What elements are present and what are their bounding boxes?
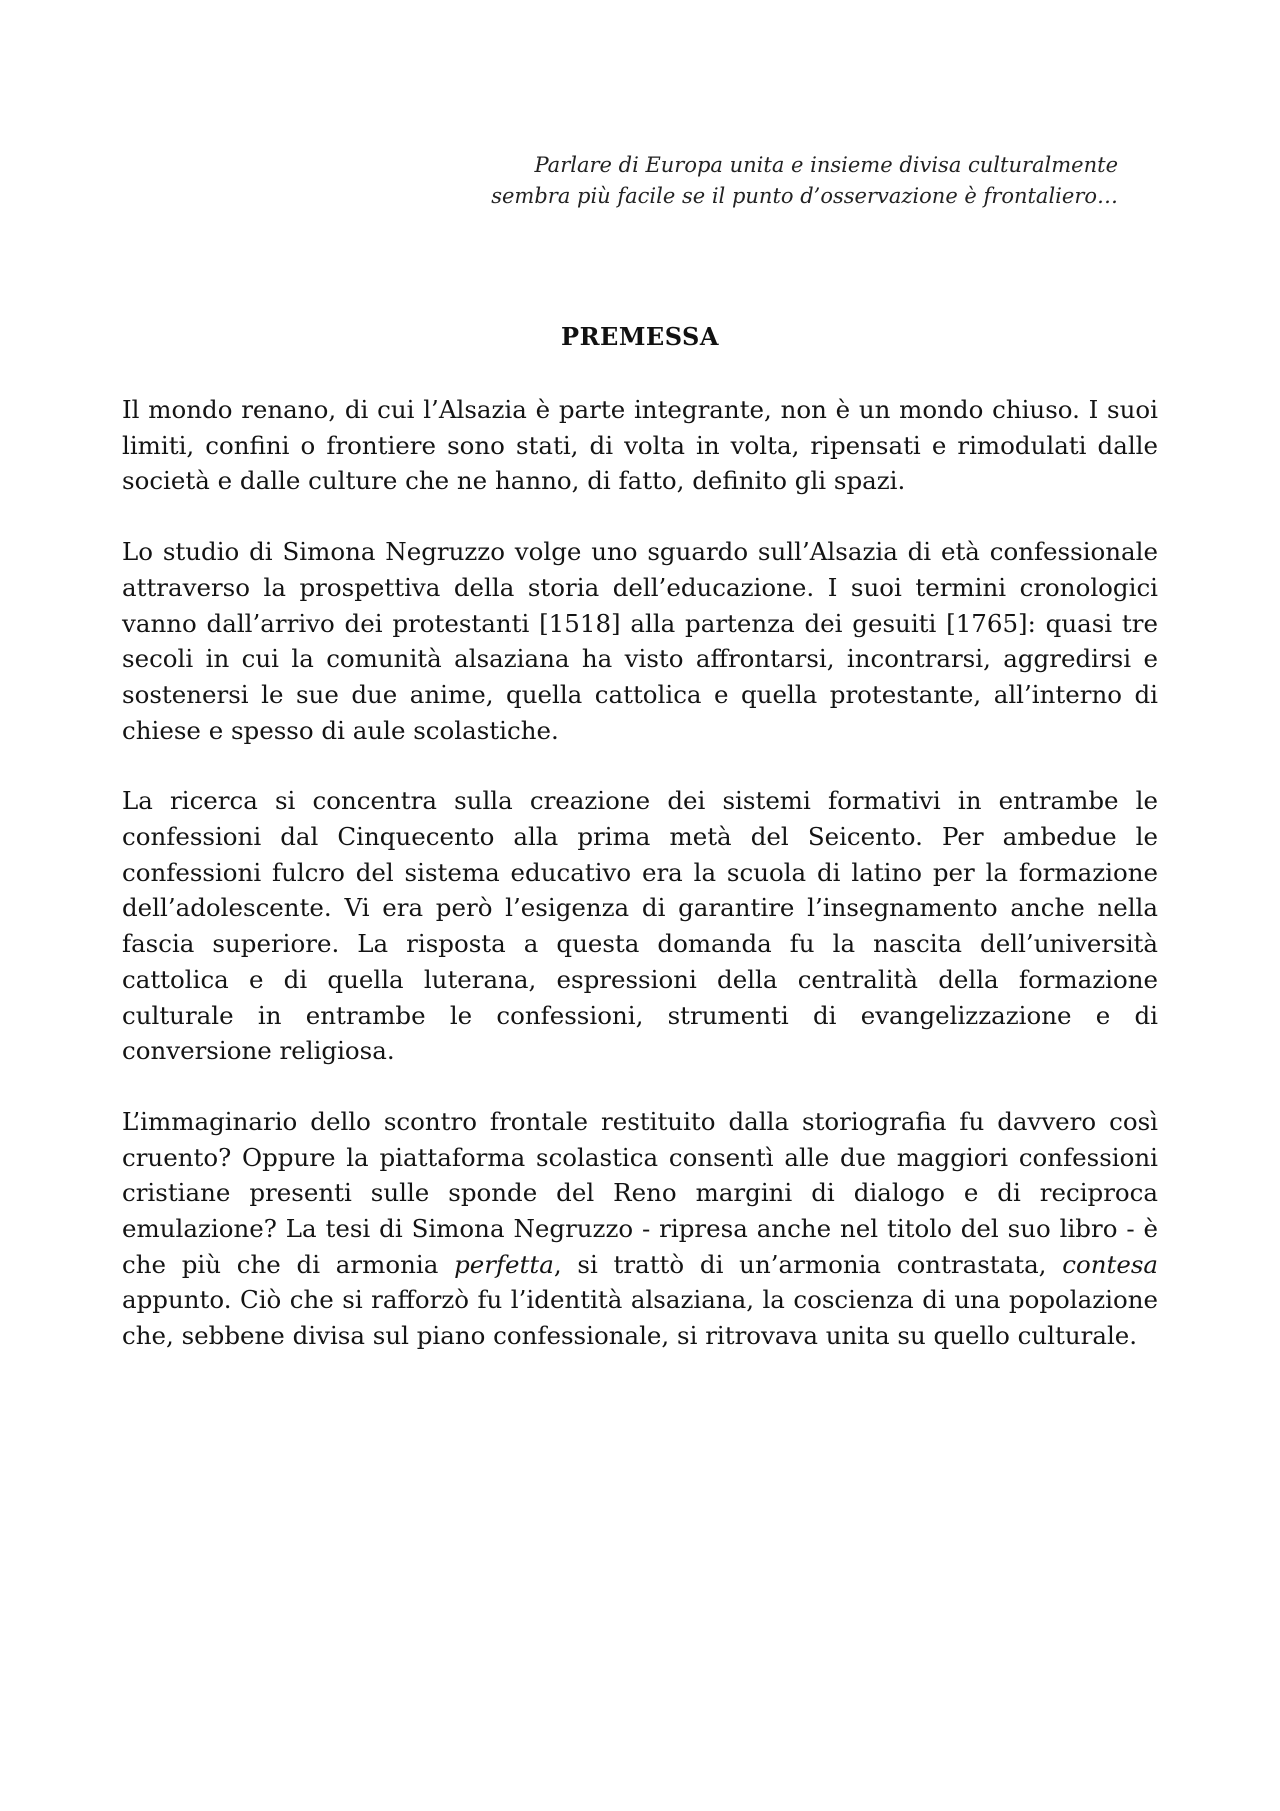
paragraph-4-part-3: appunto. Ciò che si rafforzò fu l’identità alsaziana, la coscienza di una popolazione che, sebbene divisa sul piano confessionale, si ritrovava unita su quello culturale. (122, 1285, 1158, 1351)
epigraph-line-2: sembra più facile se il punto d’osservazione è frontaliero… (491, 184, 1118, 208)
epigraph-line-1: Parlare di Europa unita e insieme divisa culturalmente (534, 153, 1118, 177)
paragraph-4 (122, 1104, 1158, 1354)
paragraph-4-part-2: , si trattò di un’armonia contrastata, (553, 1249, 1063, 1279)
body-text (122, 392, 1158, 1389)
epigraph (398, 150, 1118, 212)
section-heading: PREMESSA (561, 322, 719, 351)
paragraph-2: Lo studio di Simona Negruzzo volge uno sguardo sull’Alsazia di età confessionale attraverso la prospettiva della storia dell’educazione. I suoi termini cronologici vanno dall’arrivo dei protestanti [1518] alla partenza dei gesuiti [1765]: quasi tre secoli in cui la comunità alsaziana ha visto affrontarsi, incontrarsi, aggredirsi e sostenersi le sue due anime, quella cattolica e quella protestante, all’interno di chiese e spesso di aule scolastiche. (122, 537, 1158, 745)
paragraph-4-emphasis-perfetta: perfetta (454, 1249, 554, 1279)
paragraph-1: Il mondo renano, di cui l’Alsazia è parte integrante, non è un mondo chiuso. I suoi limiti, confini o frontiere sono stati, di volta in volta, ripensati e rimodulati dalle società e dalle culture che ne hanno, di fatto, definito gli spazi. (122, 395, 1158, 496)
paragraph-3: La ricerca si concentra sulla creazione dei sistemi formativi in entrambe le confessioni dal Cinquecento alla prima metà del Seicento. Per ambedue le confessioni fulcro del sistema educativo era la scuola di latino per la formazione dell’adolescente. Vi era però l’esigenza di garantire l’insegnamento anche nella fascia superiore. La risposta a questa domanda fu la nascita dell’università cattolica e di quella luterana, espressioni della centralità della formazione culturale in entrambe le confessioni, strumenti di evangelizzazione e di conversione religiosa. (122, 786, 1158, 1066)
paragraph-4-emphasis-contesa: contesa (1062, 1249, 1158, 1279)
paragraph-4-part-1: L’immaginario dello scontro frontale restituito dalla storiografia fu davvero così cruento? Oppure la piattaforma scolastica consentì alle due maggiori confessioni cristiane presenti sulle sponde del Reno margini di dialogo e di reciproca emulazione? La tesi di Simona Negruzzo - ripresa anche nel titolo del suo libro - è che più che di armonia (122, 1106, 1158, 1279)
